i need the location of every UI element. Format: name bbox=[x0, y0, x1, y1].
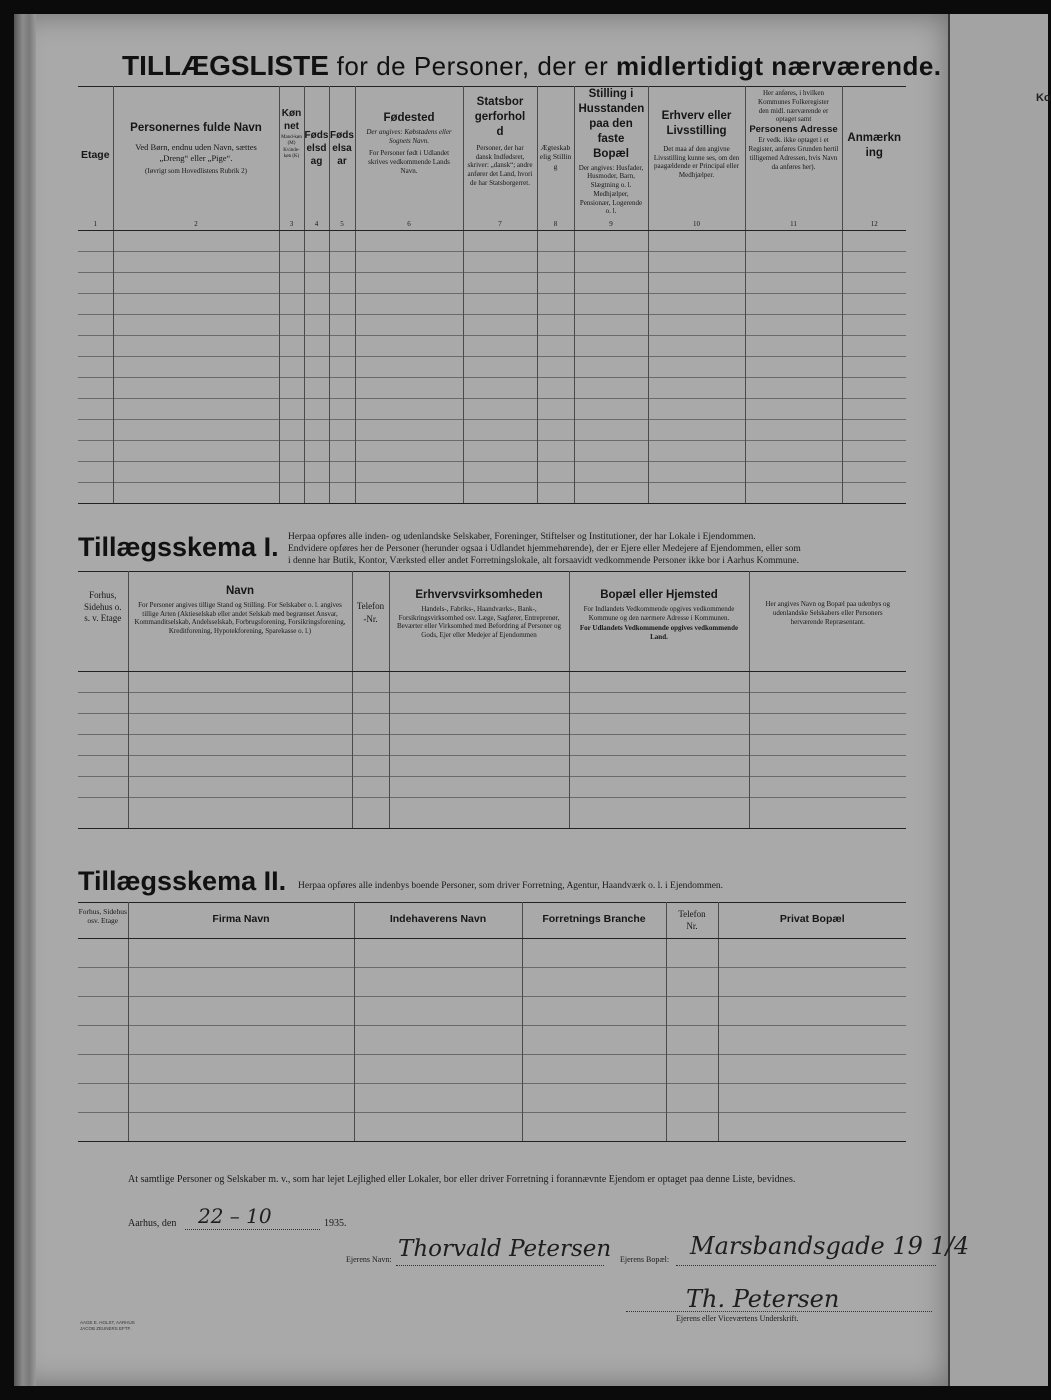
col-anmaerkning: Anmærkning 12 bbox=[842, 87, 906, 231]
city-label: Aarhus, den bbox=[128, 1218, 177, 1229]
table-row bbox=[78, 231, 906, 252]
s1-col-bopael: Bopæl eller Hjemsted For Indlandets Vedkommende opgives vedkommende Kommune og den nærmere Adresse i Kommunen. For Udlandets Vedkommende opgives vedkommende Land. bbox=[569, 572, 749, 672]
table-row bbox=[78, 672, 906, 693]
table-row bbox=[78, 968, 906, 997]
title-middle-1: for de Personer, der er bbox=[336, 51, 609, 81]
s1-col-etage: Forhus, Sidehus o. s. v. Etage bbox=[78, 572, 128, 672]
table-row bbox=[78, 1084, 906, 1113]
date-underline bbox=[185, 1229, 320, 1230]
date-handwritten: 22 – 10 bbox=[198, 1204, 272, 1228]
table-row bbox=[78, 714, 906, 735]
table-row bbox=[78, 997, 906, 1026]
table-row bbox=[78, 420, 906, 441]
s2-col-telefon: Telefon Nr. bbox=[666, 903, 718, 939]
skema1-title: Tillægsskema I. bbox=[78, 532, 279, 562]
s2-col-branche: Forretnings Branche bbox=[522, 903, 666, 939]
col-foedselsdag: Fødselsdag 4 bbox=[304, 87, 329, 231]
col-navn: Personernes fulde Navn Ved Børn, endnu uden Navn, sættes „Dreng“ eller „Pige“. (Iøvrigt som Hovedlistens Rubrik 2) 2 bbox=[113, 87, 279, 231]
skema2-table bbox=[78, 902, 906, 1142]
owner-address-handwritten: Marsbandsgade 19 1/4 bbox=[690, 1232, 970, 1260]
table-row bbox=[78, 798, 906, 829]
col-etage: Etage 1 bbox=[78, 87, 113, 231]
owner-name-underline bbox=[396, 1265, 604, 1266]
owner-name-label: Ejerens Navn: bbox=[346, 1255, 392, 1264]
tillaegsliste-table bbox=[78, 86, 906, 504]
table-row bbox=[78, 735, 906, 756]
year: 1935. bbox=[324, 1218, 347, 1229]
table-row bbox=[78, 441, 906, 462]
owner-address-underline bbox=[676, 1265, 936, 1266]
declaration-text: At samtlige Personer og Selskaber m. v., som har lejet Lejlighed eller Lokaler, bor eller driver Forretning i forannævnte Ejendom er optaget paa denne Liste, bevidnes. bbox=[128, 1174, 796, 1185]
table-row bbox=[78, 336, 906, 357]
s1-col-erhverv: Erhvervsvirksomheden Handels-, Fabriks-, Haandværks-, Bank-, Forsikringsvirksomhed osv. Læge, Sagfører, Entreprenør, Beværter eller Virksomhed med Befordring af Personer og Gods, Ejer eller Medejer af Ejendommen bbox=[389, 572, 569, 672]
col-foedested: Fødested Der angives: Købstadens eller Sognets Navn. For Personer født i Udlandet skrives vedkommende Lands Navn. 6 bbox=[355, 87, 463, 231]
skema2-title: Tillægsskema II. bbox=[78, 866, 287, 896]
skema1-description-1: Herpaa opføres alle inden- og udenlandske Selskaber, Foreninger, Stiftelser og Institutioner, der har Lokale i Ejendommen. bbox=[288, 532, 756, 542]
skema1-table bbox=[78, 571, 906, 829]
s2-col-indehaver: Indehaverens Navn bbox=[354, 903, 522, 939]
table-row bbox=[78, 1113, 906, 1142]
signature-label: Ejerens eller Viceværtens Underskrift. bbox=[676, 1314, 799, 1323]
facing-page bbox=[950, 14, 1048, 1386]
s2-col-firma: Firma Navn bbox=[128, 903, 354, 939]
col-statsborgerforhold: Statsborgerforhold Personer, der har dansk Indfødsret, skriver: „dansk“; andre anfører det Land, hvori de har Statsborgerret. 7 bbox=[463, 87, 537, 231]
table-row bbox=[78, 756, 906, 777]
skema2-description: Herpaa opføres alle indenbys boende Personer, som driver Forretning, Agentur, Haandværk o. l. i Ejendommen. bbox=[298, 881, 724, 891]
skema1-description-2: Endvidere opføres her de Personer (herunder ogsaa i Udlandet hjemmehørende), der er Ejere eller Medejere af Ejendommen, eller som bbox=[288, 544, 801, 554]
facing-page-text: Ko bbox=[1036, 92, 1051, 104]
page-title bbox=[122, 50, 942, 82]
table-row bbox=[78, 378, 906, 399]
table-row bbox=[78, 483, 906, 504]
table-row bbox=[78, 399, 906, 420]
table-row bbox=[78, 357, 906, 378]
col-stilling-husstanden: Stilling i Husstanden paa den faste Bopæl Der angives: Husfader, Husmoder, Barn, Slægtning o. l. Medhjælper, Pensionær, Logerende o. l. 9 bbox=[574, 87, 648, 231]
col-aegteskabelig: Ægteskabelig Stilling 8 bbox=[537, 87, 574, 231]
s1-col-telefon: Telefon-Nr. bbox=[352, 572, 389, 672]
skema1-description-3: i denne har Butik, Kontor, Værksted eller andet Forretningslokale, alt forsaavidt vedkommende Personer ikke bor i Aarhus Kommune. bbox=[288, 556, 800, 566]
table-row bbox=[78, 294, 906, 315]
table-row bbox=[78, 315, 906, 336]
table-row bbox=[78, 462, 906, 483]
title-end: nærværende. bbox=[771, 51, 942, 81]
table-row bbox=[78, 1026, 906, 1055]
owner-name-handwritten: Thorvald Petersen bbox=[398, 1236, 612, 1262]
table-row bbox=[78, 252, 906, 273]
table-row bbox=[78, 693, 906, 714]
book-spine bbox=[14, 14, 36, 1386]
col-adresse: Her anføres, i hvilken Kommunes Folkeregister den midl. nærværende er optaget samt Personens Adresse Er vedk. ikke optaget i et Register, anføres Grunden hertil tilligemed Adressen, hvis Navn da anføres her). 11 bbox=[745, 87, 842, 231]
col-erhverv: Erhverv eller Livsstilling Det maa af den angivne Livsstilling kunne ses, om den paagældende er Principal eller Medhjælper. 10 bbox=[648, 87, 745, 231]
owner-address-label: Ejerens Bopæl: bbox=[620, 1255, 670, 1264]
table-row bbox=[78, 273, 906, 294]
table-row bbox=[78, 777, 906, 798]
s2-col-privat-bopael: Privat Bopæl bbox=[718, 903, 906, 939]
s1-col-repraesentant: Her angives Navn og Bopæl paa udenbys og udenlandske Selskabers eller Personers herværende Repræsentant. bbox=[749, 572, 906, 672]
title-bold: TILLÆGSLISTE bbox=[122, 50, 329, 81]
signature-handwritten: Th. Petersen bbox=[686, 1285, 840, 1313]
s1-col-navn: Navn For Personer angives tillige Stand og Stilling. For Selskaber o. l. angives tillige Arten (Aktieselskab eller andet Selskab med begrænset Ansvar, Kommanditselskab, Andelsselskab, Forbrugsforening, Forsikringsforening, Kreditforening, Hypotekforening, Sparekasse o. l.) bbox=[128, 572, 352, 672]
s2-col-etage: Forhus, Sidehus osv. Etage bbox=[78, 903, 128, 939]
col-foedselsaar: Fødselsaar 5 bbox=[329, 87, 355, 231]
col-koennet: Kønnet Mand-køn (M) Kvinde-køn (K) 3 bbox=[279, 87, 304, 231]
signature-line bbox=[626, 1311, 932, 1312]
printer-imprint: AAGE E. HOLST, AARHUS JACOB ZEUNERS EFTF. bbox=[80, 1320, 135, 1331]
table-row bbox=[78, 1055, 906, 1084]
title-middle-2: midlertidigt bbox=[616, 51, 764, 81]
table-row bbox=[78, 939, 906, 968]
